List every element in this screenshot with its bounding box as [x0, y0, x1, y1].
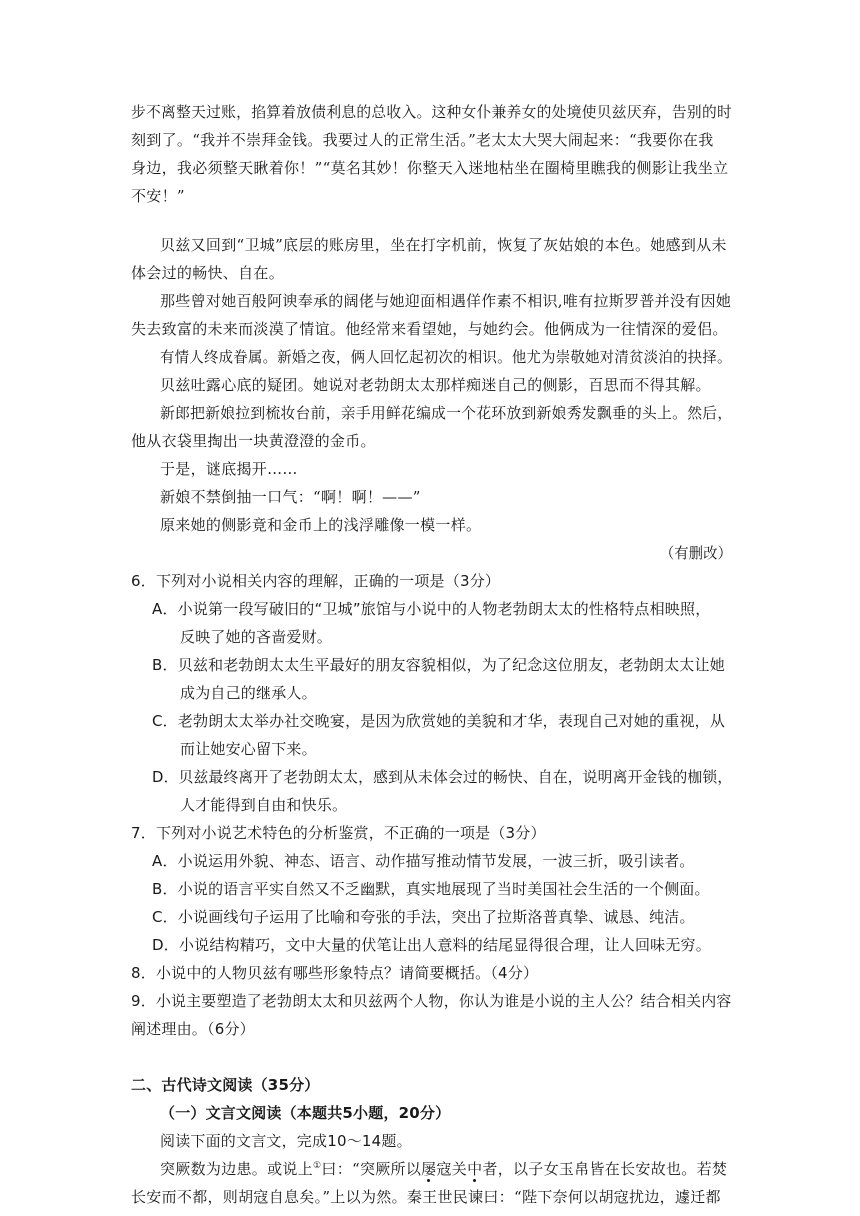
q7-option-d: D．小说结构精巧，文中大量的伏笔让出人意料的结尾显得很合理，让人回味无穷。	[152, 936, 711, 954]
story-line: 体会过的畅快、自在。	[131, 264, 285, 282]
story-line: 刻到了。“我并不崇拜金钱。我要过人的正常生活。”老太太大哭大闹起来：“我要你在我	[131, 131, 714, 149]
story-line: 新郎把新娘拉到梳妆台前，亲手用鲜花编成一个花环放到新娘秀发飘垂的头上。然后，	[160, 404, 733, 422]
question-8: 8．小说中的人物贝兹有哪些形象特点？请简要概括。（4分）	[131, 964, 539, 982]
q6-option-c-cont: 而让她安心留下来。	[180, 740, 317, 758]
story-line: 身边，我必须整天瞅着你！”“莫名其妙！你整天入迷地枯坐在圈椅里瞧我的侧影让我坐立	[131, 159, 729, 177]
story-line: 贝兹又回到“卫城”底层的账房里，坐在打字机前，恢复了灰姑娘的本色。她感到从未	[160, 236, 727, 254]
story-line: 有情人终成眷属。新婚之夜，俩人回忆起初次的相识。他尤为崇敬她对清贫淡泊的抉择。	[160, 348, 732, 366]
story-line: 步不离整天过账，掐算着放债利息的总收入。这种女仆兼养女的处境使贝兹厌弃，告别的时	[131, 103, 732, 121]
section-heading: 二、古代诗文阅读（35分）	[131, 1076, 320, 1094]
story-line: 失去致富的未来而淡漠了情谊。他经常来看望她，与她约会。他俩成为一往情深的爱侣。	[131, 320, 728, 338]
source-note: （有删改）	[660, 544, 733, 562]
story-line: 他从衣袋里掏出一块黄澄澄的金币。	[131, 432, 376, 450]
q6-option-b: B．贝兹和老勃朗太太生平最好的朋友容貌相似，为了纪念这位朋友，老勃朗太太让她	[152, 656, 725, 674]
passage-text: 寇关	[436, 1160, 468, 1178]
story-line: 贝兹吐露心底的疑团。她说对老勃朗太太那样痴迷自己的侧影，百思而不得其解。	[160, 376, 711, 394]
story-line: 新娘不禁倒抽一口气：“啊！啊！——”	[160, 488, 421, 506]
story-line: 那些曾对她百般阿谀奉承的阔佬与她迎面相遇佯作素不相识,唯有拉斯罗普并没有因她	[160, 292, 732, 310]
q6-option-a-cont: 反映了她的吝啬爱财。	[180, 628, 333, 646]
subsection-heading: （一）文言文阅读（本题共5小题，20分）	[160, 1104, 451, 1122]
q6-option-b-cont: 成为自己的继承人。	[180, 684, 317, 702]
q6-option-d-cont: 人才能得到自由和快乐。	[180, 796, 348, 814]
q6-option-d: D．贝兹最终离开了老勃朗太太，感到从未体会过的畅快、自在，说明离开金钱的枷锁，	[152, 768, 733, 786]
q6-option-c: C．老勃朗太太举办社交晚宴，是因为欣赏她的美貌和才华，表现自己对她的重视，从	[152, 712, 726, 730]
passage-text: 曰：“突厥所以	[321, 1160, 422, 1178]
question-9-cont: 阐述理由。（6分）	[131, 1020, 255, 1038]
question-9: 9．小说主要塑造了老勃朗太太和贝兹两个人物，你认为谁是小说的主人公？结合相关内容	[131, 992, 732, 1010]
question-6-stem: 6．下列对小说相关内容的理解，正确的一项是（3分）	[131, 572, 501, 590]
question-7-stem: 7．下列对小说艺术特色的分析鉴赏，不正确的一项是（3分）	[131, 824, 546, 842]
passage-text: 者，以子女玉帛皆在长安故也。若焚	[482, 1160, 728, 1178]
q6-option-a: A．小说第一段写破旧的“卫城”旅馆与小说中的人物老勃朗太太的性格特点相映照，	[152, 600, 711, 618]
story-line: 不安！”	[131, 187, 185, 205]
story-line: 原来她的侧影竟和金币上的浅浮雕像一模一样。	[160, 516, 482, 534]
q7-option-b: B．小说的语言平实自然又不乏幽默，真实地展现了当时美国社会生活的一个侧面。	[152, 880, 710, 898]
q7-option-a: A．小说运用外貌、神态、语言、动作描写推动情节发展，一波三折，吸引读者。	[152, 852, 695, 870]
reading-instruction: 阅读下面的文言文，完成10～14题。	[160, 1132, 412, 1150]
classical-passage-line: 长安而不都，则胡寇自息矣。”上以为然。秦王世民谏曰：“陛下奈何以胡寇扰边，遽迁都	[131, 1188, 721, 1206]
q7-option-c: C．小说画线句子运用了比喻和夸张的手法，突出了拉斯洛普真挚、诚恳、纯洁。	[152, 908, 695, 926]
emphasized-char: 中	[467, 1160, 483, 1178]
story-line: 于是，谜底揭开……	[160, 460, 298, 478]
footnote-marker: ①	[313, 1161, 322, 1171]
emphasized-char: 屡	[421, 1160, 437, 1178]
passage-text: 突厥数为边患。或说上	[160, 1160, 314, 1178]
classical-passage-line	[160, 1158, 727, 1180]
